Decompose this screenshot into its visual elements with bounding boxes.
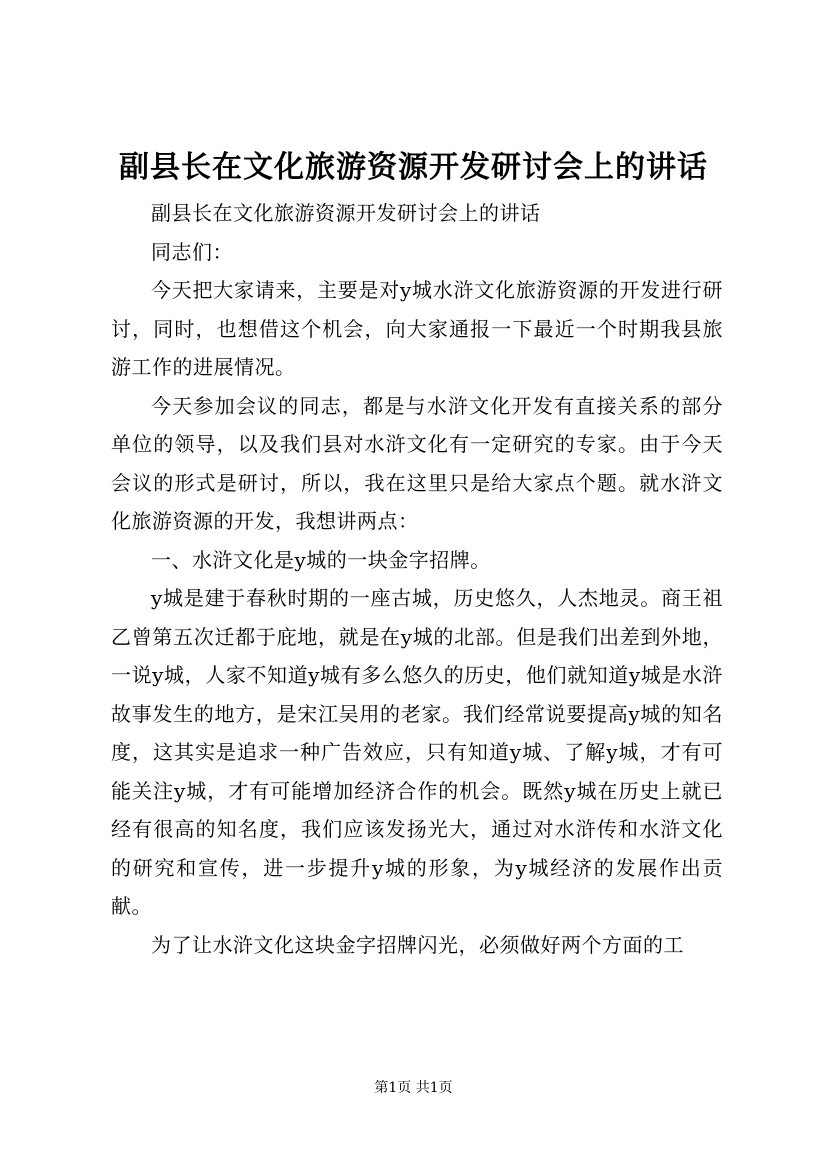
paragraph-intro: 今天把大家请来，主要是对y城水浒文化旅游资源的开发进行研讨，同时，也想借这个机会，向大家通报一下最近一个时期我县旅游工作的进展情况。 [111,278,723,379]
paragraph-history: y城是建于春秋时期的一座古城，历史悠久，人杰地灵。商王祖乙曾第五次迁都于庇地，就是在y城的北部。但是我们出差到外地，一说y城，人家不知道y城有多么悠久的历史，他们就知道y城是水浒故事发生的地方，是宋江吴用的老家。我们经常说要提高y城的知名度，这其实是追求一种广告效应，只有知道y城、了解y城，才有可能关注y城，才有可能增加经济合作的机会。既然y城在历史上就已经有很高的知名度，我们应该发扬光大，通过对水浒传和水浒文化的研究和宣传，进一步提升y城的形象，为y城经济的发展作出贡献。 [111,586,723,918]
paragraph-section-heading: 一、水浒文化是y城的一块金字招牌。 [151,547,491,572]
paragraph-participants: 今天参加会议的同志，都是与水浒文化开发有直接关系的部分单位的领导，以及我们县对水浒文化有一定研究的专家。由于今天会议的形式是研讨，所以，我在这里只是给大家点个题。就水浒文化旅游资源的开发，我想讲两点： [111,393,723,533]
paragraph-greeting: 同志们： [151,239,233,264]
page-footer: 第1页 共1页 [374,1080,453,1096]
document-body [111,194,723,964]
paragraph-subtitle: 副县长在文化旅游资源开发研讨会上的讲话 [151,201,541,225]
document-title: 副县长在文化旅游资源开发研讨会上的讲话 [119,150,708,185]
paragraph-continuation: 为了让水浒文化这块金字招牌闪光，必须做好两个方面的工 [151,932,684,957]
